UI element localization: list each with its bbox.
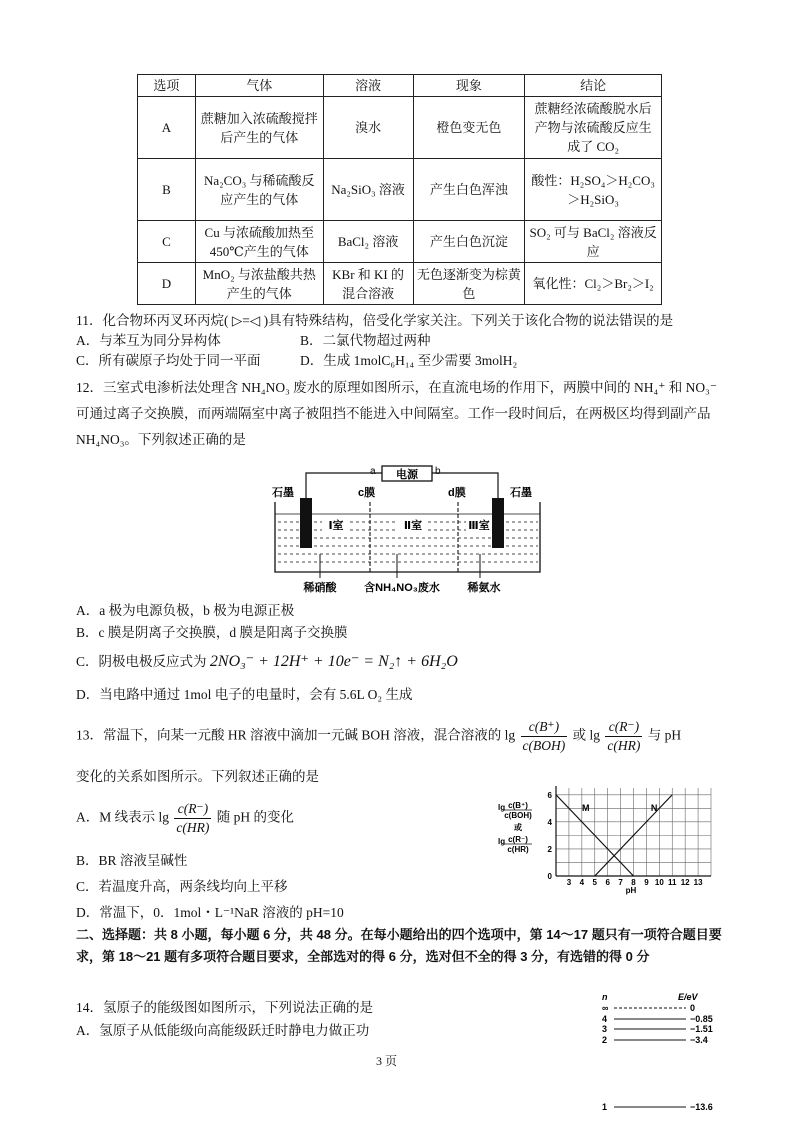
x-tick-label: 9 — [644, 878, 649, 887]
right-solution-label: 稀氨水 — [467, 582, 501, 594]
right-electrode-label: 石墨 — [510, 487, 532, 499]
q12-option-b: B．c 膜是阴离子交换膜，d 膜是阳离子交换膜 — [76, 625, 348, 640]
ylabel-cboh: c(BOH) — [504, 811, 532, 820]
cell-phenomenon: 产生白色浑浊 — [413, 159, 525, 221]
q13-or-text: 或 lg — [572, 727, 601, 743]
energy-level-diagram — [598, 990, 728, 1120]
header-gas: 气体 — [195, 75, 323, 97]
x-tick-label: 8 — [631, 878, 636, 887]
x-tick-label: 4 — [579, 878, 585, 887]
ylabel-chr: c(HR) — [507, 845, 529, 854]
energy-levels — [602, 1003, 713, 1112]
chart-plot-area — [548, 786, 711, 895]
cell-option: C — [138, 221, 196, 263]
cell-gas: 蔗糖加入浓硫酸搅拌后产生的气体 — [195, 97, 323, 159]
y-tick-label: 2 — [547, 844, 552, 854]
q13-option-a — [76, 800, 294, 837]
frac-den: c(HR) — [176, 820, 210, 835]
q13-a-prefix: A．M 线表示 lg — [76, 809, 170, 825]
cell-solution: Na₂SiO₃ 溶液 — [323, 159, 413, 221]
ylabel-cr: c(R⁻) — [508, 835, 528, 844]
q12-stem: 12．三室式电渗析法处理含 NH₄NO₃ 废水的原理如图所示，在直流电场的作用下，两膜中间的 NH₄⁺ 和 NO₃⁻ 可通过离子交换膜，而两端隔室中离子被阻挡不能进入中间隔室。工作一段时间后，在两极区均得到副产品 NH₄NO₃。下列叙述正确的是 — [76, 380, 717, 447]
series-label-M: M — [581, 803, 590, 814]
y-tick-label: 6 — [547, 790, 552, 800]
q11-stem: 11．化合物环丙叉环丙烷( ▷=◁ )具有特殊结构，倍受化学家关注。下列关于该化合物的说法错误的是 — [76, 313, 674, 328]
q11-option-a: A．与苯互为同分异构体 — [76, 333, 221, 348]
left-electrode-label: 石墨 — [272, 487, 294, 499]
level-n-label: ∞ — [602, 1003, 609, 1013]
y-tick-label: 0 — [547, 872, 552, 881]
left-graphite-electrode — [300, 498, 312, 548]
level-e-label: 0 — [690, 1003, 696, 1013]
q13-stem-line2: 变化的关系如图所示。下列叙述正确的是 — [76, 769, 319, 784]
q14-stem: 14．氢原子的能级图如图所示，下列说法正确的是 — [76, 1000, 373, 1015]
cathode-equation: 2NO₃⁻ + 12H⁺ + 10e⁻ = N₂↑ + 6H₂O — [209, 653, 458, 670]
cell-option: B — [138, 159, 196, 221]
q13-option-d: D．常温下，0．1mol・L⁻¹NaR 溶液的 pH=10 — [76, 905, 344, 920]
frac-num: c(R⁻) — [605, 718, 642, 737]
level-e-label: −13.6 — [690, 1102, 713, 1112]
q12-option-a: A．a 极为电源负极，b 极为电源正极 — [76, 603, 295, 618]
cell-conclusion: 氧化性：Cl₂＞Br₂＞I₂ — [525, 263, 662, 305]
table-row — [138, 159, 662, 221]
level-e-label: −0.85 — [690, 1014, 713, 1024]
frac-num: c(R⁻) — [174, 800, 211, 819]
q12-option-c-prefix: C．阴极电极反应式为 — [76, 654, 207, 669]
x-tick-label: 6 — [605, 878, 610, 887]
cell-option: D — [138, 263, 196, 305]
chart-y-label — [498, 801, 532, 854]
q13-a-suffix: 随 pH 的变化 — [216, 809, 294, 825]
table-row — [138, 221, 662, 263]
right-graphite-electrode — [492, 498, 504, 548]
ylabel-lg1: lg — [498, 803, 506, 812]
series-label-N: N — [650, 803, 658, 814]
c-membrane-label: c膜 — [358, 487, 376, 499]
x-tick-label: 11 — [668, 878, 677, 887]
x-tick-label: 5 — [592, 878, 597, 887]
level-e-label: −1.51 — [690, 1024, 713, 1034]
e-label: E/eV — [678, 992, 698, 1002]
frac-den: c(HR) — [607, 738, 641, 753]
room-3-label: Ⅲ室 — [468, 520, 490, 532]
label-a: a — [370, 466, 376, 477]
level-e-label: −3.4 — [690, 1035, 708, 1045]
x-axis-label: pH — [625, 886, 637, 895]
cell-gas: MnO₂ 与浓盐酸共热产生的气体 — [195, 263, 323, 305]
cell-conclusion: 蔗糖经浓硫酸脱水后产物与浓硫酸反应生成了 CO₂ — [525, 97, 662, 159]
q11-option-b: B．二氯代物超过两种 — [300, 333, 431, 348]
ylabel-lg2: lg — [498, 837, 506, 846]
table-row — [138, 263, 662, 305]
x-tick-label: 13 — [693, 878, 703, 887]
header-solution: 溶液 — [323, 75, 413, 97]
left-solution-label: 稀硝酸 — [303, 582, 337, 594]
cell-phenomenon: 产生白色沉淀 — [413, 221, 525, 263]
q12-option-c — [76, 653, 458, 671]
level-n-label: 2 — [602, 1035, 608, 1045]
label-b: b — [435, 466, 441, 477]
header-phenomenon: 现象 — [413, 75, 525, 97]
cell-conclusion: 酸性：H₂SO₄＞H₂CO₃＞H₂SiO₃ — [525, 159, 662, 221]
electrodialysis-diagram — [270, 462, 545, 597]
y-tick-label: 4 — [547, 817, 552, 827]
q13-stem-text: 13．常温下，向某一元酸 HR 溶液中滴加一元碱 BOH 溶液，混合溶液的 lg — [76, 727, 516, 743]
level-n-label: 1 — [602, 1102, 608, 1112]
fraction-cr-chr — [605, 718, 642, 755]
fraction-cr-chr-a — [174, 800, 211, 837]
cell-conclusion: SO₂ 可与 BaCl₂ 溶液反应 — [525, 221, 662, 263]
cell-solution: 溴水 — [323, 97, 413, 159]
ylabel-or: 或 — [514, 823, 522, 832]
header-conclusion: 结论 — [525, 75, 662, 97]
table-row — [138, 97, 662, 159]
q13-stem-line1 — [76, 718, 681, 755]
options-table — [137, 74, 662, 305]
frac-den: c(BOH) — [522, 738, 566, 753]
power-label: 电源 — [396, 469, 418, 481]
header-option: 选项 — [138, 75, 196, 97]
room-1-label: Ⅰ室 — [328, 520, 344, 532]
frac-num: c(B⁺) — [521, 718, 568, 737]
cell-solution: BaCl₂ 溶液 — [323, 221, 413, 263]
q11-option-d: D．生成 1molC₆H₁₄ 至少需要 3molH₂ — [300, 353, 518, 368]
x-tick-label: 10 — [654, 878, 664, 887]
q12-option-d: D．当电路中通过 1mol 电子的电量时，会有 5.6L O₂ 生成 — [76, 687, 413, 702]
room-2-label: Ⅱ室 — [403, 520, 423, 532]
section-2-heading: 二、选择题：共 8 小题，每小题 6 分，共 48 分。在每小题给出的四个选项中，第 14～17 题只有一项符合题目要求，第 18～21 题有多项符合题目要求，全部选对的得 6 分，选对但不全的得 3 分，有选错的得 0 分 — [76, 927, 722, 964]
q13-option-b: B．BR 溶液呈碱性 — [76, 853, 188, 868]
q14-option-a: A．氢原子从低能级向高能级跃迁时静电力做正功 — [76, 1023, 370, 1038]
cell-gas: Cu 与浓硫酸加热至 450℃产生的气体 — [195, 221, 323, 263]
q13-stem-tail: 与 pH — [647, 727, 682, 743]
page-number: 3 页 — [376, 1054, 398, 1068]
x-tick-label: 3 — [566, 878, 572, 887]
d-membrane-label: d膜 — [448, 487, 466, 499]
fraction-cb-cboh — [521, 718, 568, 755]
cell-phenomenon: 无色逐渐变为棕黄色 — [413, 263, 525, 305]
q13-option-c: C．若温度升高，两条线均向上平移 — [76, 879, 288, 894]
q11-option-c: C．所有碳原子均处于同一平面 — [76, 353, 261, 368]
x-tick-label: 7 — [618, 878, 623, 887]
ylabel-cb: c(B⁺) — [508, 801, 528, 810]
mid-solution-label: 含NH₄NO₃废水 — [364, 582, 440, 594]
table-header-row — [138, 75, 662, 97]
cell-option: A — [138, 97, 196, 159]
cell-phenomenon: 橙色变无色 — [413, 97, 525, 159]
x-tick-label: 12 — [680, 878, 690, 887]
cell-gas: Na₂CO₃ 与稀硫酸反应产生的气体 — [195, 159, 323, 221]
cell-solution: KBr 和 KI 的混合溶液 — [323, 263, 413, 305]
n-label: n — [602, 992, 608, 1002]
level-n-label: 3 — [602, 1024, 608, 1034]
level-n-label: 4 — [602, 1014, 608, 1024]
ph-chart — [496, 782, 716, 895]
